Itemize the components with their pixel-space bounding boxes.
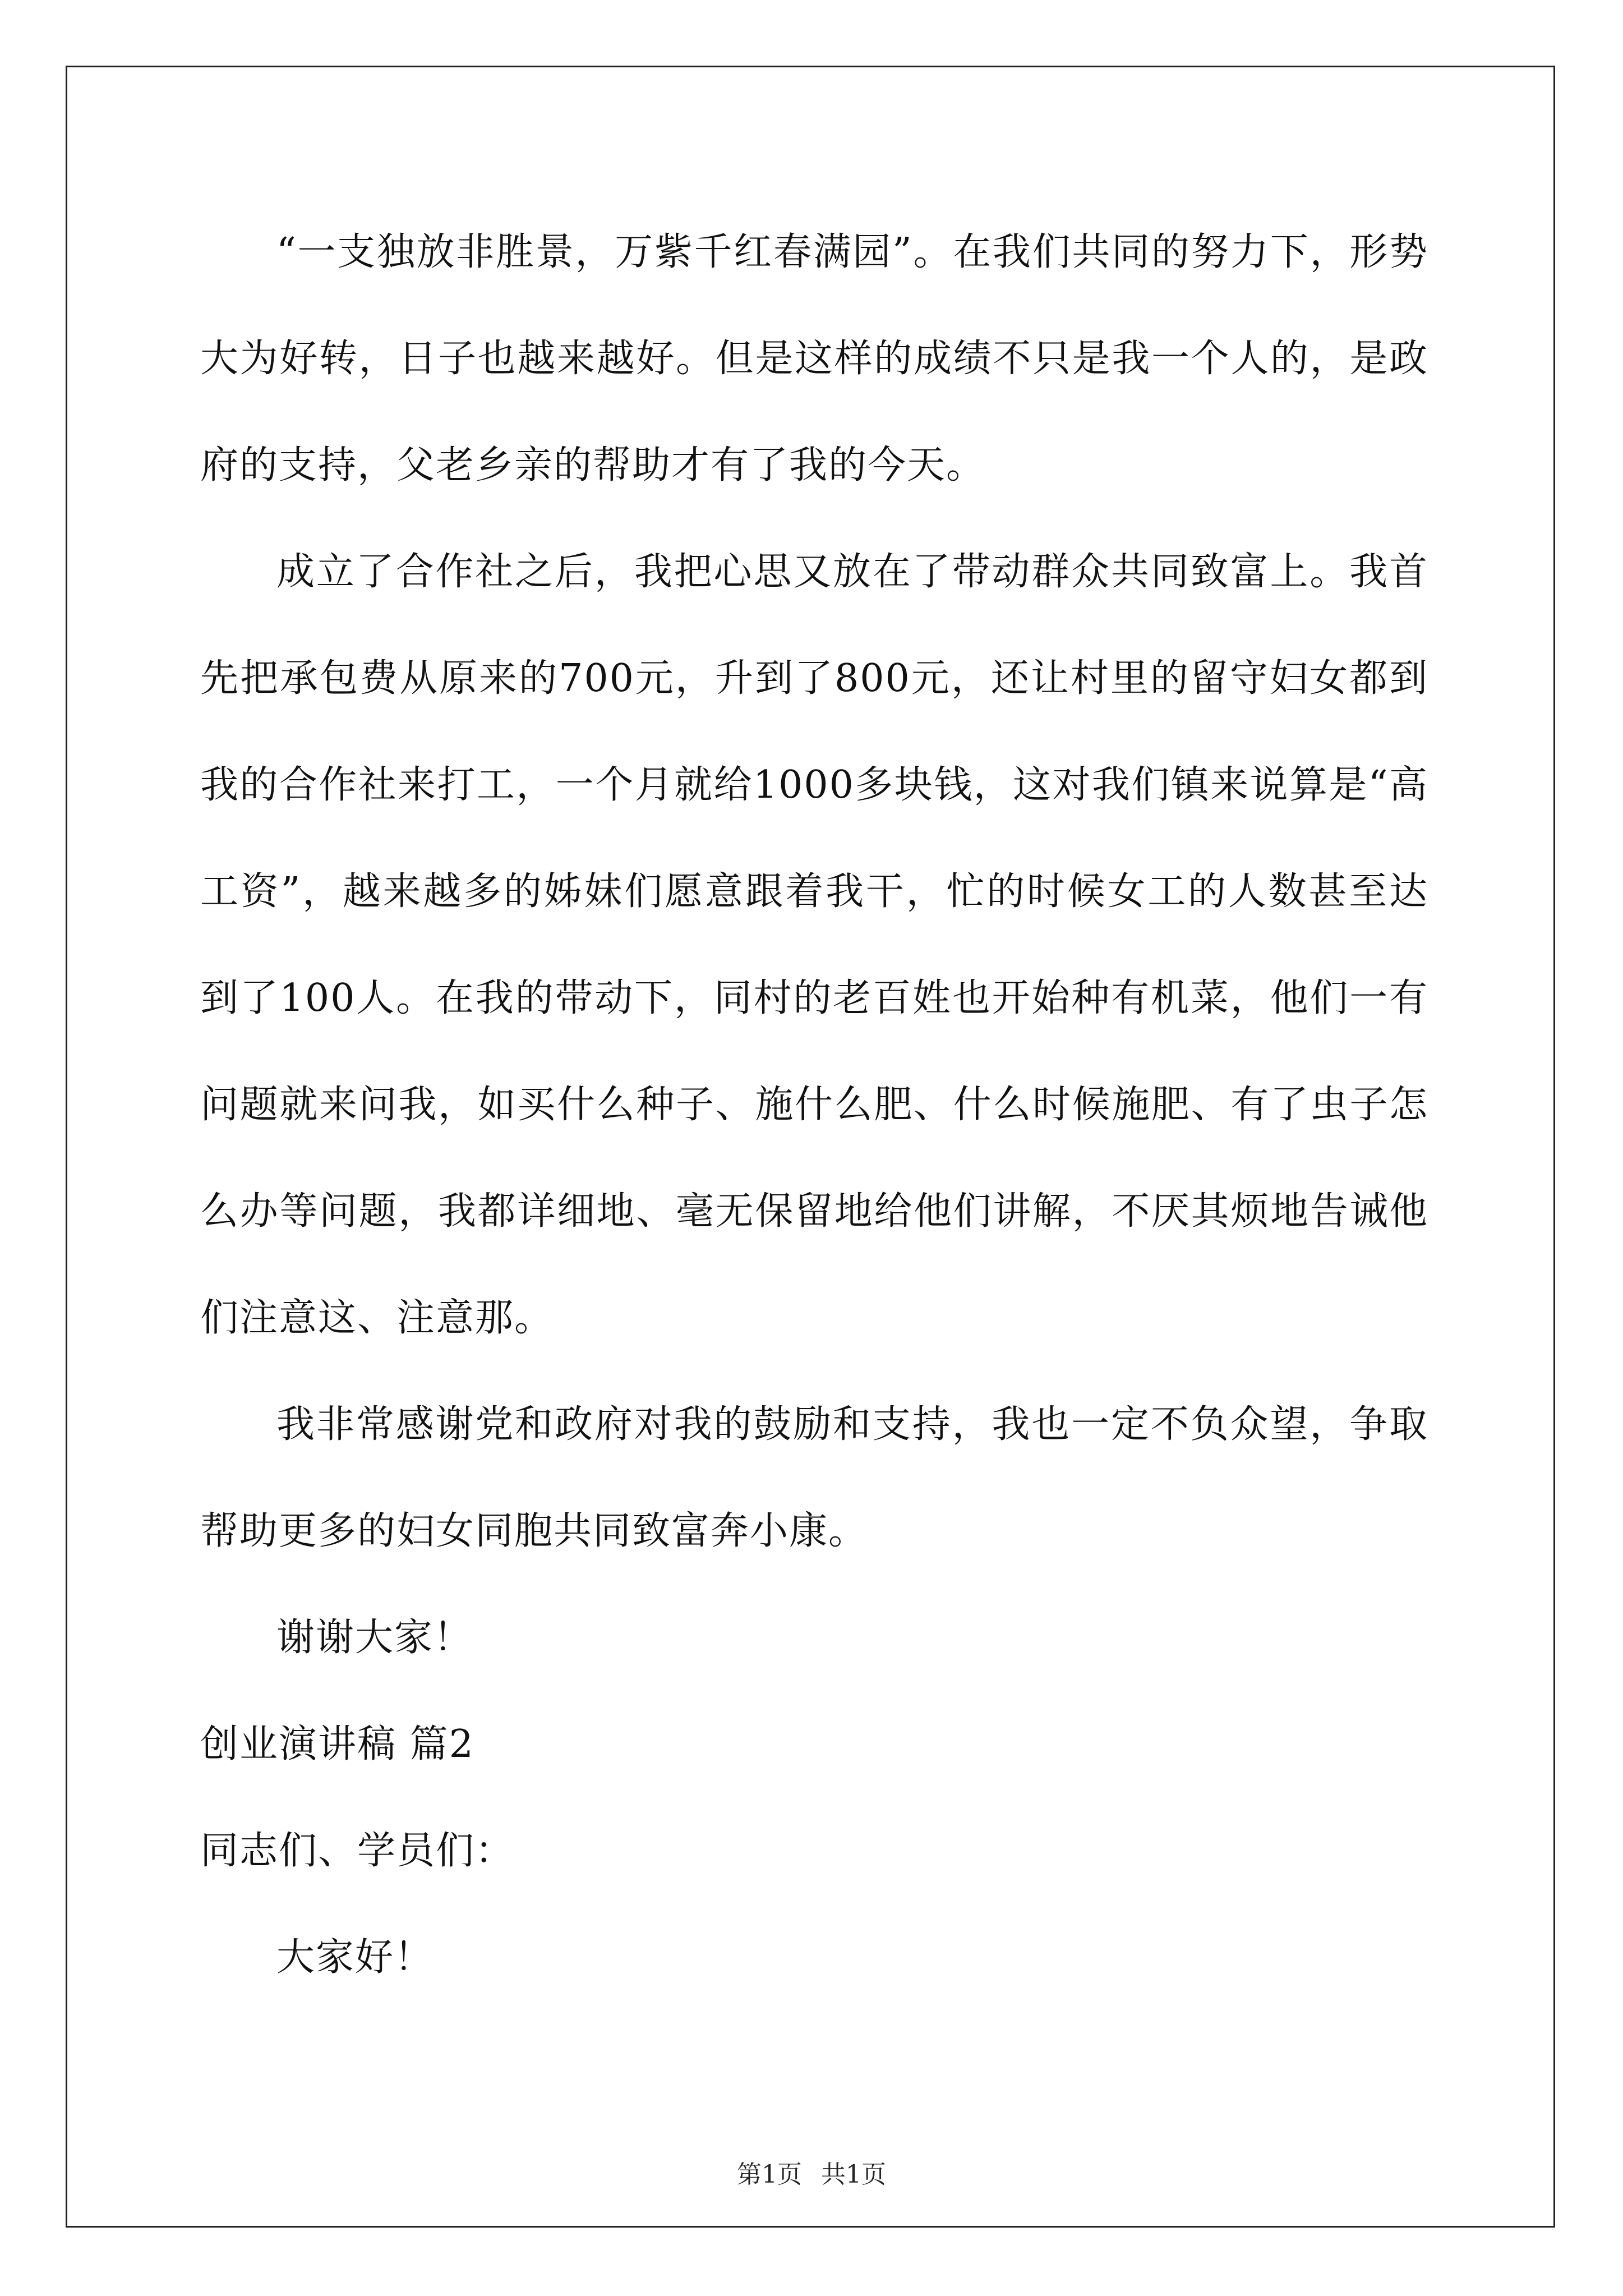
closing-thanks: 谢谢大家！: [276, 1616, 473, 1660]
paragraph-3: 我非常感谢党和政府对我的鼓励和支持，我也一定不负众望，争取帮助更多的妇女同胞共同致富奔小康。: [200, 1402, 1428, 1553]
page-number-current: 第1页: [737, 2160, 802, 2189]
section-title: 创业演讲稿 篇2: [200, 1722, 474, 1766]
document-body: [200, 199, 1428, 2011]
page-number-total: 共1页: [821, 2160, 886, 2189]
page-footer: [0, 2154, 1623, 2190]
greeting: 大家好！: [276, 1935, 434, 1980]
salutation: 同志们、学员们：: [200, 1829, 515, 1873]
paragraph-1: “一支独放非胜景，万紫千红春满园”。在我们共同的努力下，形势大为好转，日子也越来越好。但是这样的成绩不只是我一个人的，是政府的支持，父老乡亲的帮助才有了我的今天。: [200, 230, 1428, 487]
paragraph-2: 成立了合作社之后，我把心思又放在了带动群众共同致富上。我首先把承包费从原来的700元，升到了800元，还让村里的留守妇女都到我的合作社来打工，一个月就给1000多块钱，这对我们镇来说算是“高工资”，越来越多的姊妹们愿意跟着我干，忙的时候女工的人数甚至达到了100人。在我的带动下，同村的老百姓也开始种有机菜，他们一有问题就来问我，如买什么种子、施什么肥、什么时候施肥、有了虫子怎么办等问题，我都详细地、毫无保留地给他们讲解，不厌其烦地告诫他们注意这、注意那。: [200, 550, 1428, 1340]
